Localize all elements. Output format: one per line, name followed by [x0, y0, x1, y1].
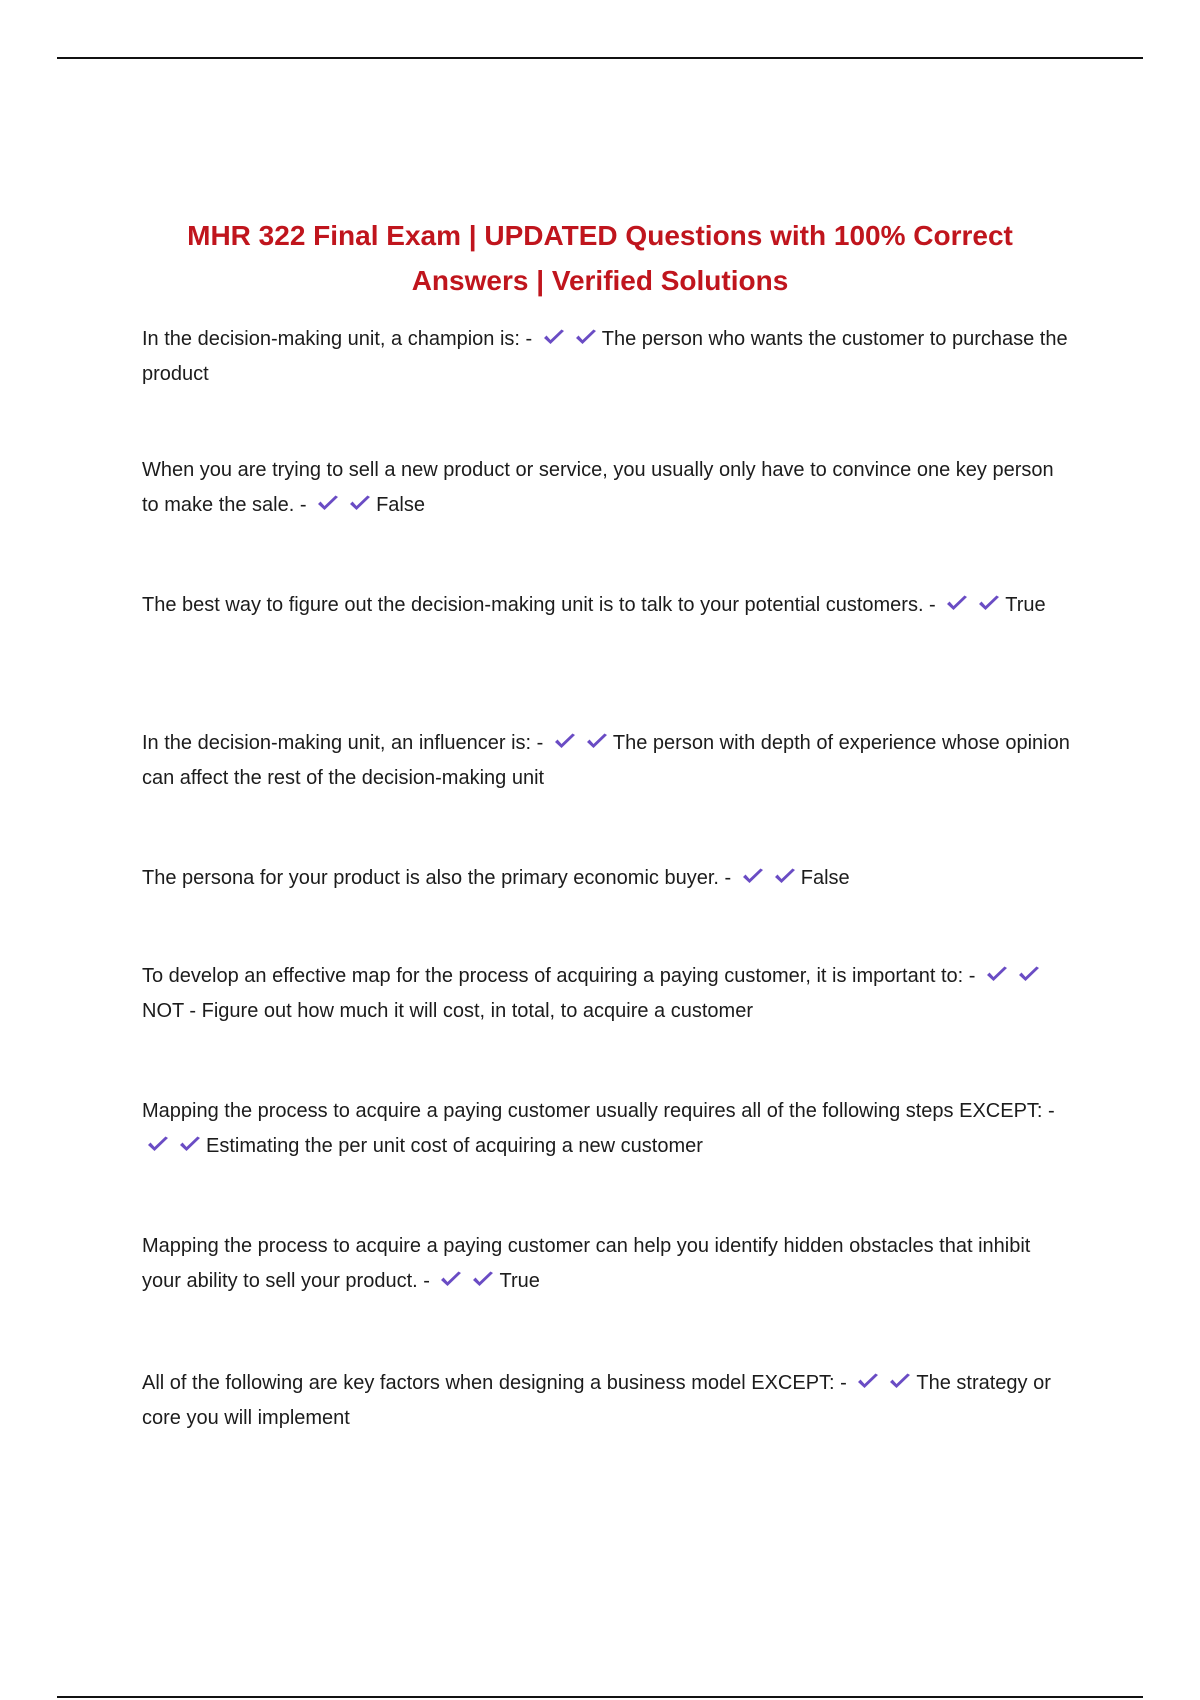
check-icon [773, 867, 799, 887]
check-icon [348, 494, 374, 514]
qa-item-2 [142, 453, 1072, 523]
answer-text: NOT - Figure out how much it will cost, in total, to acquire a customer [142, 1000, 753, 1022]
question-text: Mapping the process to acquire a paying customer can help you identify hidden obstacles that inhibit your ability to sell your product. - [142, 1235, 1031, 1292]
qa-item-4 [142, 726, 1072, 796]
qa-item-1 [142, 322, 1072, 392]
answer-text: True [499, 1270, 540, 1292]
qa-item-6 [142, 959, 1072, 1029]
top-rule [57, 57, 1143, 59]
question-text: To develop an effective map for the process of acquiring a paying customer, it is important to: - [142, 965, 976, 987]
answer-text: True [1005, 594, 1046, 616]
answer-text: The person who wants the customer to purchase the product [142, 328, 1068, 385]
answer-text: The person with depth of experience whose opinion can affect the rest of the decision-making unit [142, 732, 1070, 789]
check-icon [146, 1135, 172, 1155]
check-icon [977, 594, 1003, 614]
answer-text: The strategy or core you will implement [142, 1372, 1051, 1429]
title-line-2: Answers | Verified Solutions [411, 265, 789, 296]
answer-text: False [376, 494, 425, 516]
check-icon [178, 1135, 204, 1155]
question-text: Mapping the process to acquire a paying customer usually requires all of the following steps EXCEPT: - [142, 1100, 1055, 1122]
check-icon [888, 1372, 914, 1392]
question-text: When you are trying to sell a new product or service, you usually only have to convince one key person to make the sale. - [142, 459, 1054, 516]
check-icon [985, 965, 1011, 985]
question-text: In the decision-making unit, an influencer is: - [142, 732, 544, 754]
check-icon [585, 732, 611, 752]
check-icon [945, 594, 971, 614]
check-icon [471, 1270, 497, 1290]
question-text: In the decision-making unit, a champion is: - [142, 328, 533, 350]
check-icon [439, 1270, 465, 1290]
check-icon [542, 328, 568, 348]
check-icon [574, 328, 600, 348]
check-icon [316, 494, 342, 514]
answer-text: Estimating the per unit cost of acquiring a new customer [206, 1135, 703, 1157]
qa-item-8 [142, 1229, 1072, 1299]
check-icon [553, 732, 579, 752]
title-line-1: MHR 322 Final Exam | UPDATED Questions with 100% Correct [187, 220, 1013, 251]
document-title [120, 213, 1080, 303]
qa-item-3 [142, 588, 1072, 623]
qa-item-7 [142, 1094, 1072, 1164]
qa-item-5 [142, 861, 1072, 896]
check-icon [741, 867, 767, 887]
question-text: The persona for your product is also the primary economic buyer. - [142, 867, 732, 889]
bottom-rule [57, 1696, 1143, 1698]
question-text: The best way to figure out the decision-making unit is to talk to your potential customers. - [142, 594, 936, 616]
qa-item-9 [142, 1366, 1072, 1436]
check-icon [1017, 965, 1043, 985]
check-icon [856, 1372, 882, 1392]
question-text: All of the following are key factors when designing a business model EXCEPT: - [142, 1372, 847, 1394]
answer-text: False [800, 867, 850, 889]
